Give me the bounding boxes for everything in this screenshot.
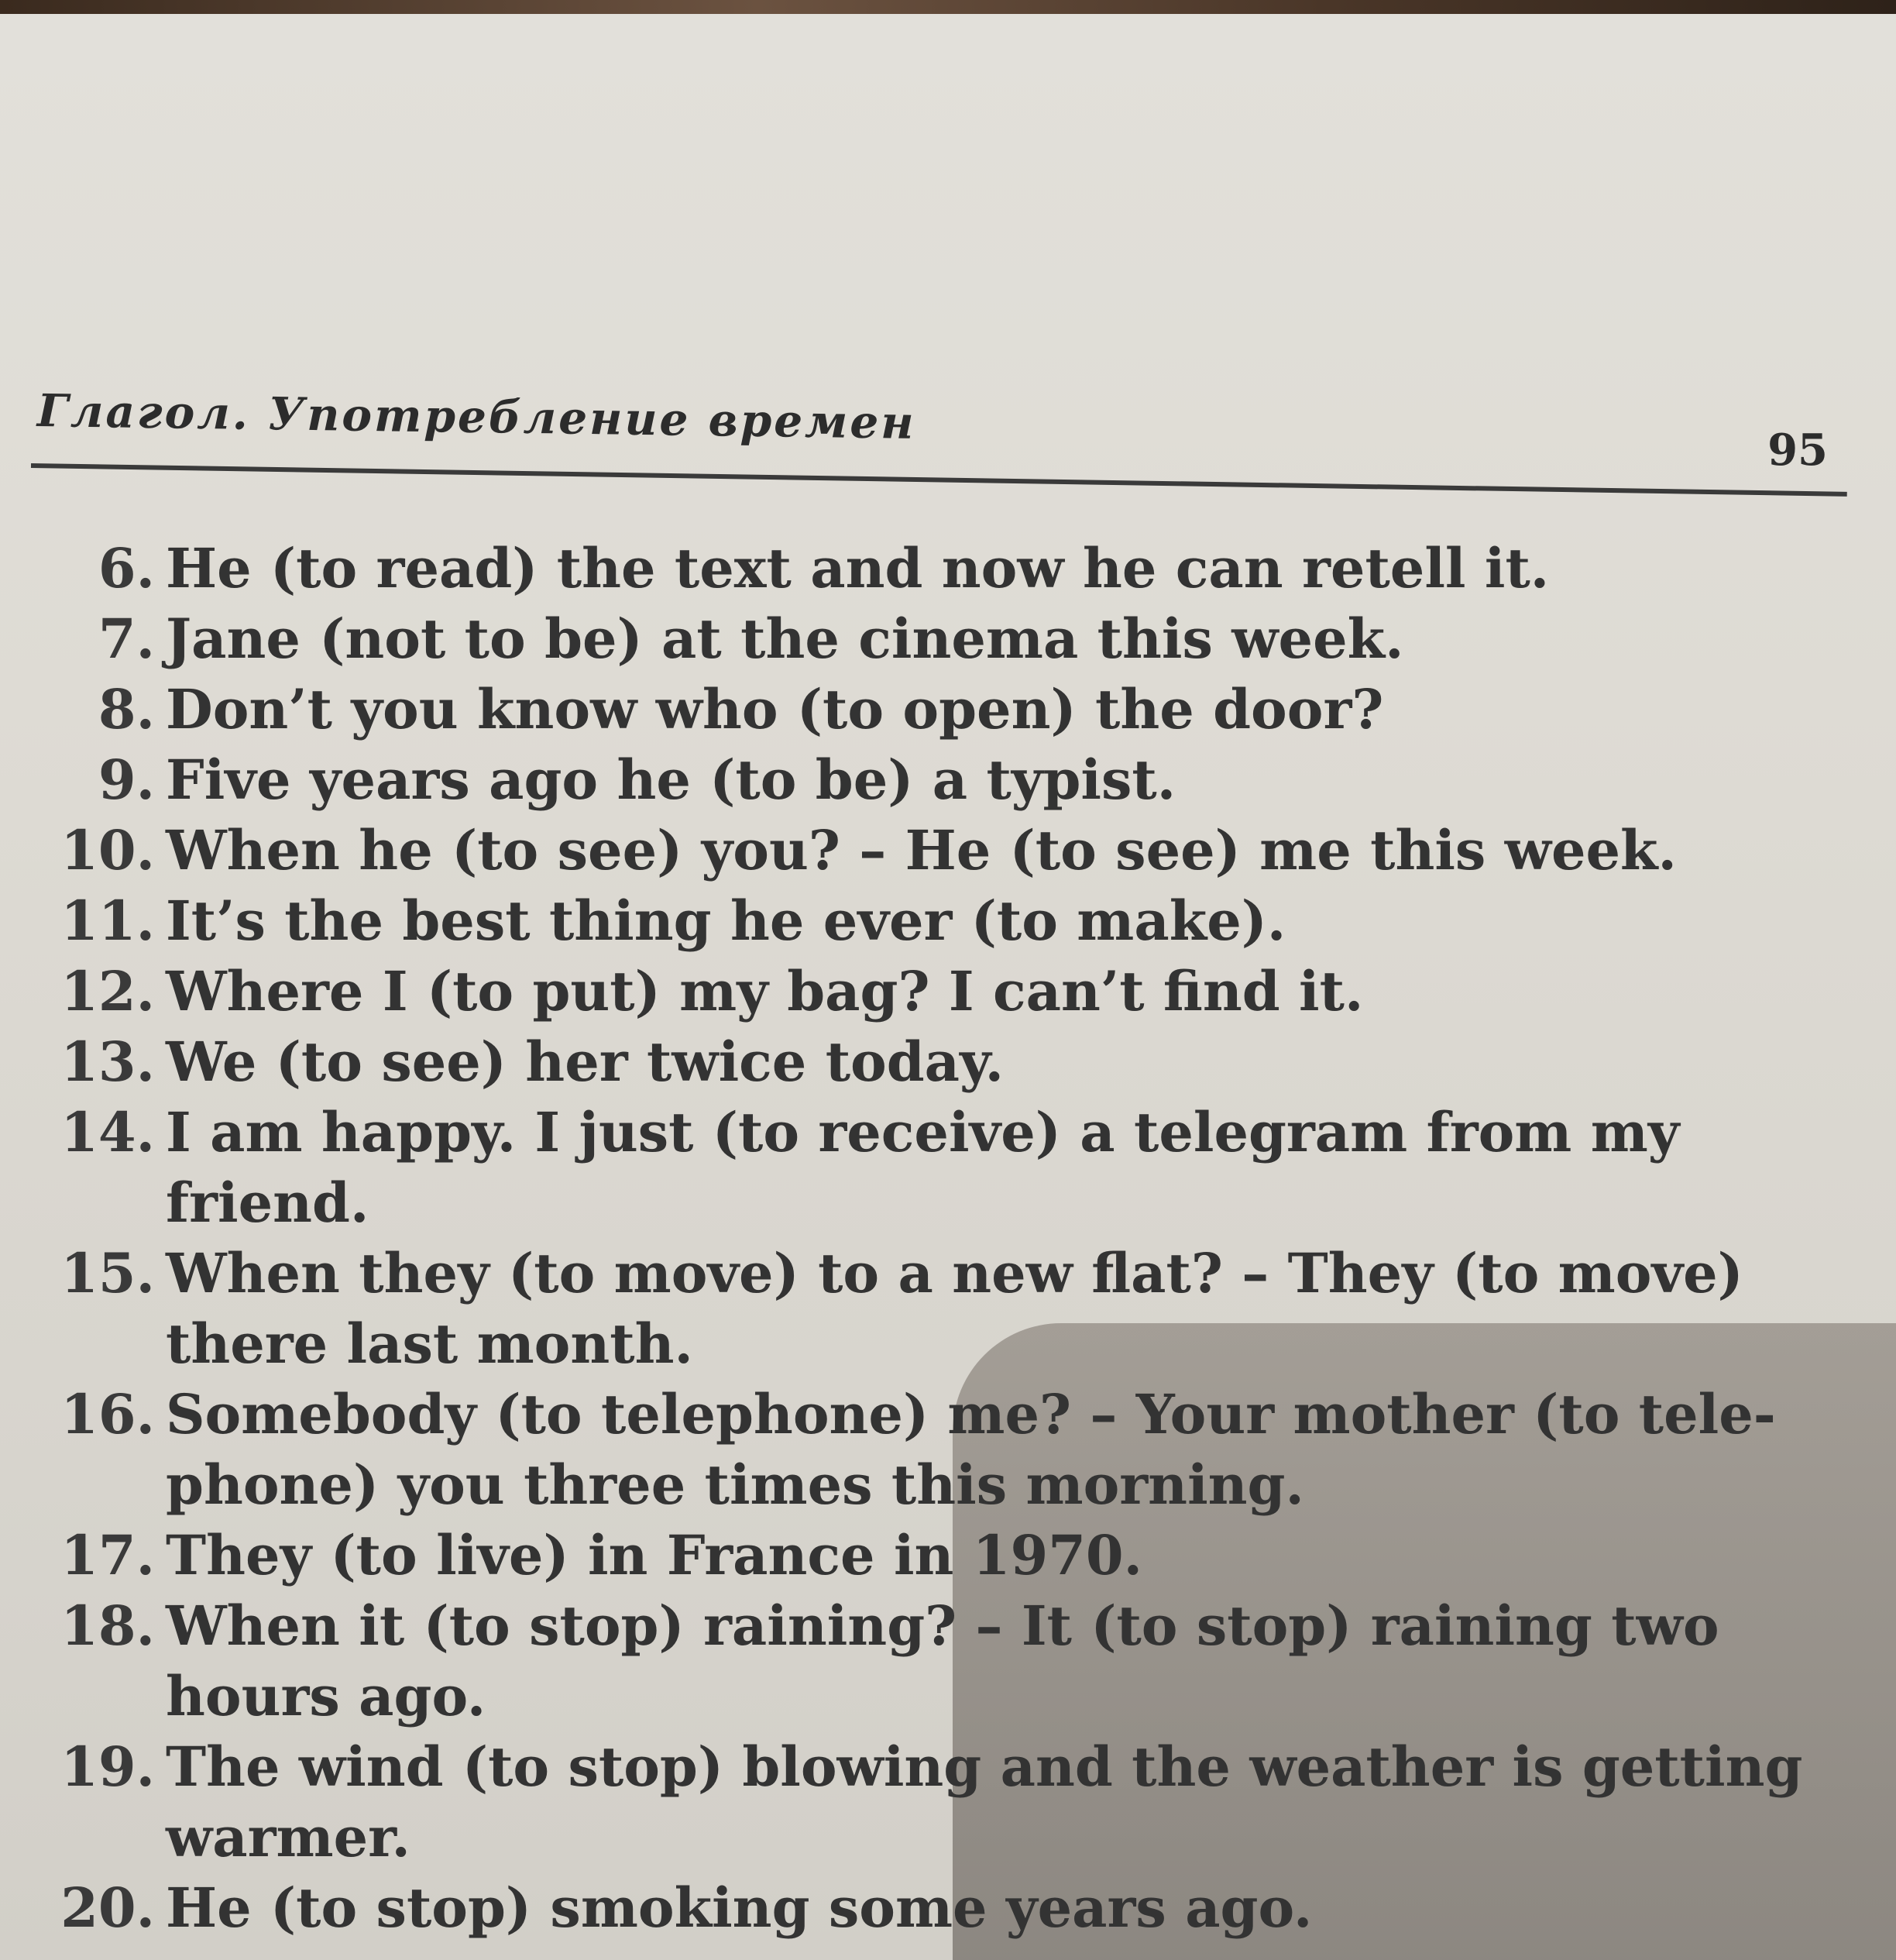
exercise-number: 17. (60, 1523, 155, 1587)
exercise-number: 15. (60, 1241, 155, 1305)
exercise-text: I am happy. I just (to receive) a telegram from my friend. (166, 1100, 1680, 1235)
exercise-text: Somebody (to telephone) me? – Your mother (to tele-phone) you three times this morning. (166, 1382, 1776, 1517)
exercise-item (39, 674, 1874, 744)
exercise-text: It’s the best thing he ever (to make). (166, 889, 1286, 953)
exercise-number: 20. (60, 1876, 155, 1940)
exercise-number: 10. (60, 818, 155, 882)
exercise-item (39, 1097, 1874, 1238)
header-rule (31, 463, 1847, 497)
exercise-item (39, 1379, 1874, 1520)
exercise-text: The wind (to stop) blowing and the weather is getting warmer. (166, 1735, 1803, 1869)
exercise-text: Where I (to put) my bag? I can’t find it. (166, 959, 1364, 1023)
exercise-item (39, 1590, 1874, 1731)
exercise-number: 7. (98, 607, 155, 671)
page-number: 95 (1767, 425, 1828, 476)
exercise-text: He (to read) the text and now he can retell it. (166, 536, 1550, 600)
exercise-item (39, 1026, 1874, 1097)
exercise-item (39, 815, 1874, 885)
exercise-number: 9. (98, 748, 155, 812)
exercise-list (39, 533, 1874, 1943)
exercise-item (39, 744, 1874, 815)
exercise-text: Don’t you know who (to open) the door? (166, 677, 1384, 741)
exercise-number: 19. (60, 1735, 155, 1799)
exercise-text: He (to stop) smoking some years ago. (166, 1876, 1313, 1940)
exercise-text: Five years ago he (to be) a typist. (166, 748, 1176, 812)
exercise-number: 13. (60, 1030, 155, 1094)
exercise-number: 8. (98, 677, 155, 741)
page-header (31, 378, 1843, 487)
exercise-item (39, 1731, 1874, 1872)
exercise-number: 18. (60, 1594, 155, 1658)
exercise-text: When they (to move) to a new flat? – They (to move) there last month. (166, 1241, 1743, 1376)
exercise-text: Jane (not to be) at the cinema this week. (166, 607, 1404, 671)
exercise-item (39, 956, 1874, 1026)
exercise-text: When it (to stop) raining? – It (to stop) raining two hours ago. (166, 1594, 1719, 1728)
exercise-item (39, 1238, 1874, 1379)
exercise-number: 12. (60, 959, 155, 1023)
exercise-number: 14. (60, 1100, 155, 1164)
exercise-text: We (to see) her twice today. (166, 1030, 1005, 1094)
exercise-text: They (to live) in France in 1970. (166, 1523, 1142, 1587)
exercise-number: 6. (98, 536, 155, 600)
exercise-item (39, 885, 1874, 956)
exercise-text: When he (to see) you? – He (to see) me this week. (166, 818, 1677, 882)
exercise-item (39, 1520, 1874, 1590)
exercise-number: 16. (60, 1382, 155, 1446)
exercise-item (39, 603, 1874, 674)
running-title: Глагол. Употребление времен (36, 384, 917, 449)
book-page (0, 14, 1896, 1960)
exercise-item (39, 533, 1874, 603)
exercise-item (39, 1872, 1874, 1943)
exercise-number: 11. (60, 889, 155, 953)
